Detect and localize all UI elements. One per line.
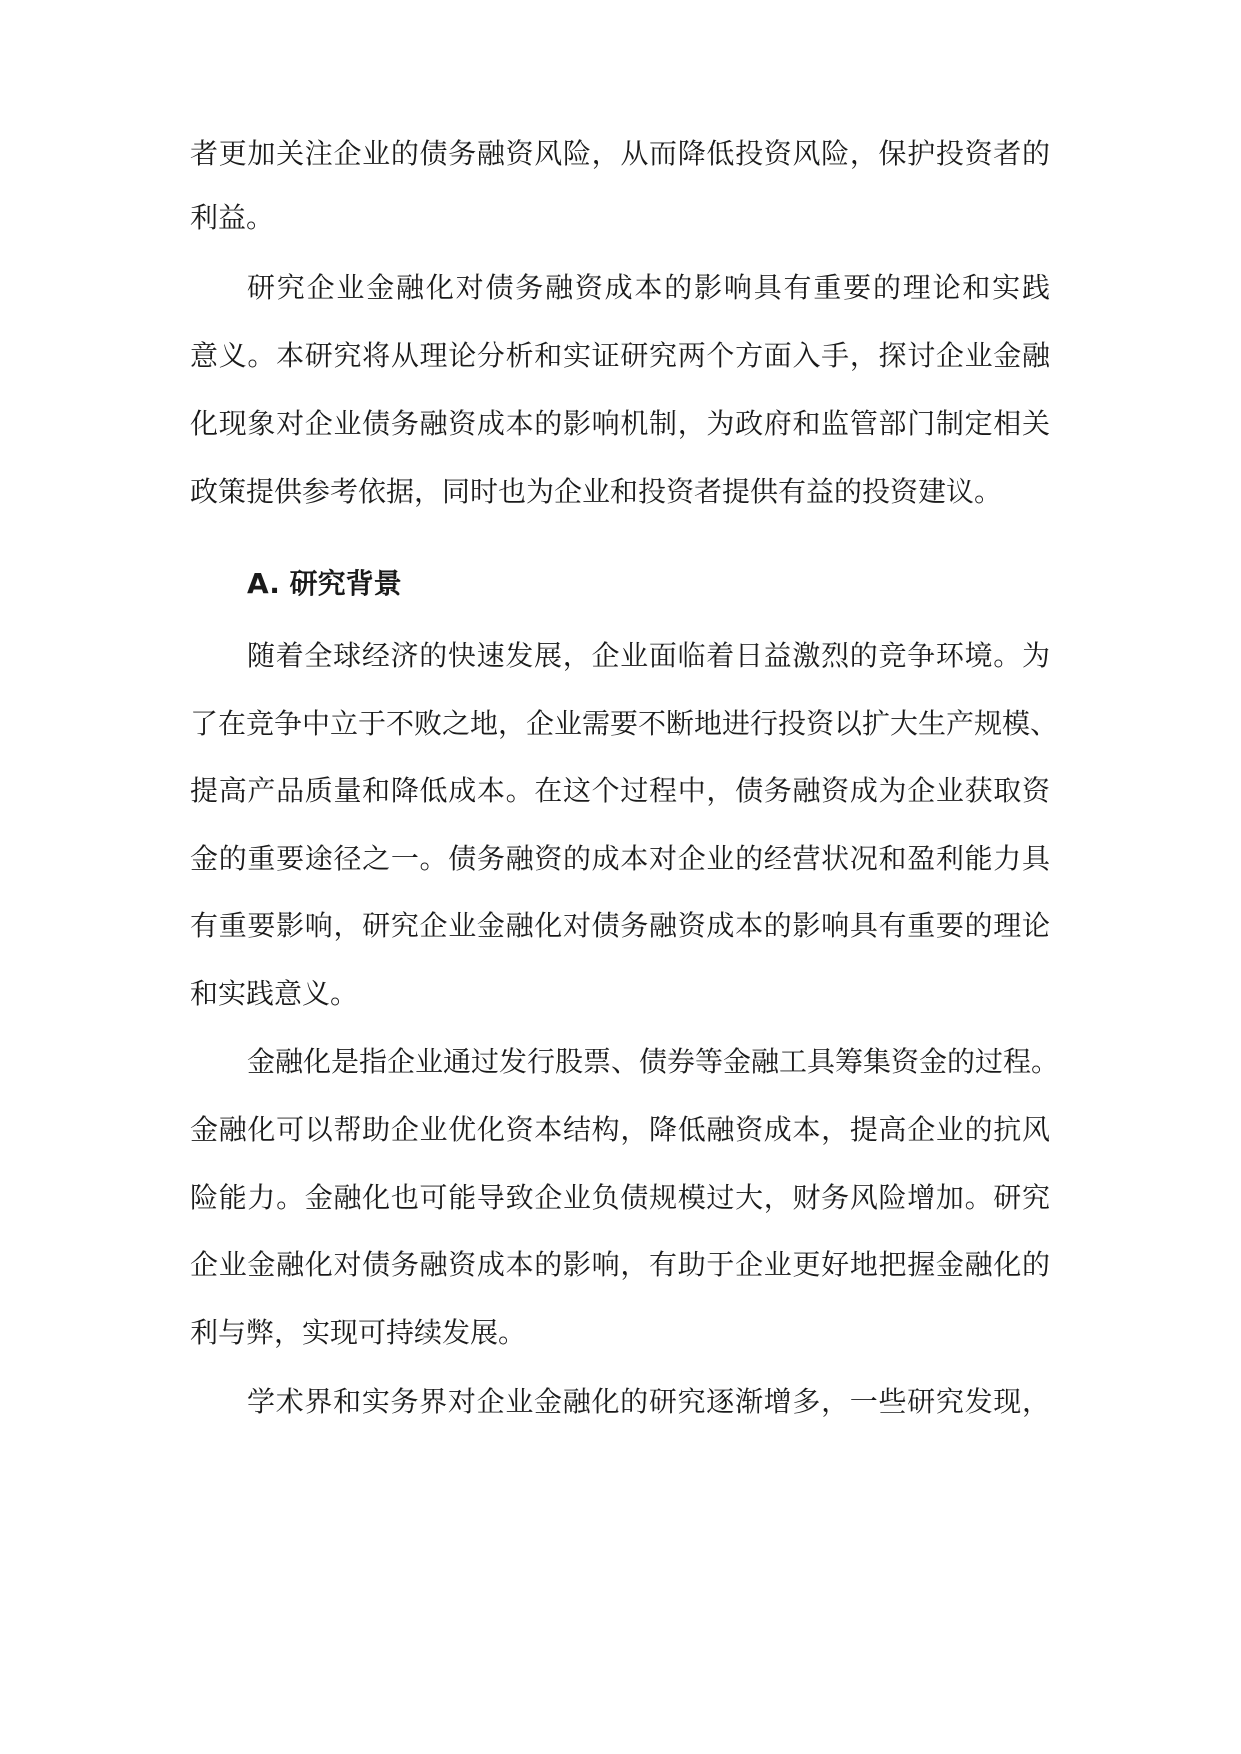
paragraph-line: 了在竞争中立于不败之地，企业需要不断地进行投资以扩大生产规模、 <box>190 707 1059 740</box>
paragraph-line: 提高产品质量和降低成本。在这个过程中，债务融资成为企业获取资 <box>190 774 1050 807</box>
paragraph-line: 意义。本研究将从理论分析和实证研究两个方面入手，探讨企业金融 <box>190 339 1050 372</box>
paragraph-line: 研究企业金融化对债务融资成本的影响具有重要的理论和实践 <box>247 271 1050 304</box>
paragraph-line: 金的重要途径之一。债务融资的成本对企业的经营状况和盈利能力具 <box>190 842 1050 875</box>
paragraph-line: 金融化可以帮助企业优化资本结构，降低融资成本，提高企业的抗风 <box>190 1113 1050 1146</box>
paragraph-line: 学术界和实务界对企业金融化的研究逐渐增多，一些研究发现， <box>247 1385 1050 1418</box>
paragraph-line: 利与弊，实现可持续发展。 <box>190 1316 527 1349</box>
paragraph-line: 企业金融化对债务融资成本的影响，有助于企业更好地把握金融化的 <box>190 1248 1050 1281</box>
paragraph-line: 化现象对企业债务融资成本的影响机制，为政府和监管部门制定相关 <box>190 407 1050 440</box>
paragraph-line: 金融化是指企业通过发行股票、债券等金融工具筹集资金的过程。 <box>247 1045 1060 1078</box>
paragraph-line: 者更加关注企业的债务融资风险，从而降低投资风险，保护投资者的 <box>190 137 1050 170</box>
paragraph-line: 随着全球经济的快速发展，企业面临着日益激烈的竞争环境。为 <box>247 639 1050 672</box>
paragraph-line: 险能力。金融化也可能导致企业负债规模过大，财务风险增加。研究 <box>190 1181 1050 1214</box>
paragraph-line: 有重要影响，研究企业金融化对债务融资成本的影响具有重要的理论 <box>190 909 1050 942</box>
section-heading: A. 研究背景 <box>247 567 402 600</box>
paragraph-line: 利益。 <box>190 201 275 234</box>
paragraph-line: 政策提供参考依据，同时也为企业和投资者提供有益的投资建议。 <box>190 475 1003 508</box>
paragraph-line: 和实践意义。 <box>190 977 359 1010</box>
